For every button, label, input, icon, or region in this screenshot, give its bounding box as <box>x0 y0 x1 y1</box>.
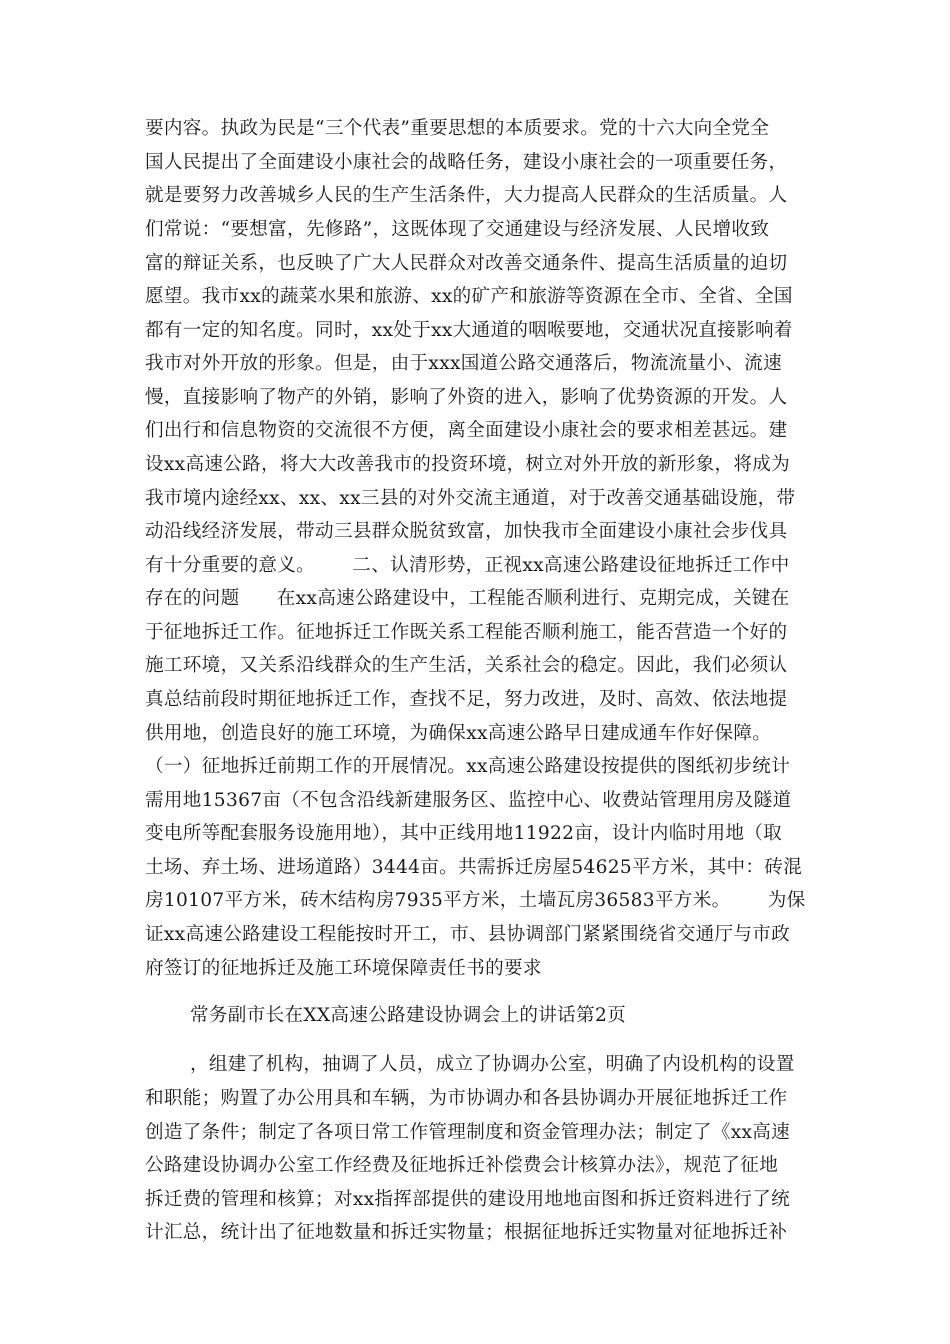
text-line: 都有一定的知名度。同时，xx处于xx大通道的咽喉要地，交通状况直接影响着 <box>145 320 793 341</box>
text-line: 我市对外开放的形象。但是，由于xxx国道公路交通落后，物流流量小、流速 <box>145 353 782 374</box>
text-line: 慢，直接影响了物产的外销，影响了外资的进入，影响了优势资源的开发。人 <box>145 387 788 408</box>
text-line: 证xx高速公路建设工程能按时开工，市、县协调部门紧紧围绕省交通厅与市政 <box>145 924 791 945</box>
text-line: 真总结前段时期征地拆迁工作，查找不足，努力改进，及时、高效、依法地提 <box>145 689 788 710</box>
text-line: 有十分重要的意义。 二、认清形势，正视xx高速公路建设征地拆迁工作中 <box>145 555 790 576</box>
text-line: 于征地拆迁工作。征地拆迁工作既关系工程能否顺利施工，能否营造一个好的 <box>145 622 788 643</box>
text-line: 富的辩证关系，也反映了广大人民群众对改善交通条件、提高生活质量的迫切 <box>145 253 788 274</box>
text-line: 土场、弃土场、进场道路）3444亩。共需拆迁房屋54625平方米，其中：砖混 <box>145 857 803 878</box>
text-line: 创造了条件；制定了各项日常工作管理制度和资金管理办法；制定了《xx高速 <box>145 1122 791 1143</box>
text-line: 施工环境，又关系沿线群众的生产生活，关系社会的稳定。因此，我们必须认 <box>145 655 788 676</box>
page-header: 常务副市长在XX高速公路建设协调会上的讲话第2页 <box>190 1005 626 1026</box>
text-line: 动沿线经济发展，带动三县群众脱贫致富，加快我市全面建设小康社会步伐具 <box>145 521 788 542</box>
text-line: 设xx高速公路，将大大改善我市的投资环境，树立对外开放的新形象，将成为 <box>145 454 791 475</box>
text-line: 就是要努力改善城乡人民的生产生活条件，大力提高人民群众的生活质量。人 <box>145 185 788 206</box>
text-line: 供用地，创造良好的施工环境，为确保xx高速公路早日建成通车作好保障。 <box>145 723 772 744</box>
text-line: 存在的问题 在xx高速公路建设中，工程能否顺利进行、克期完成，关键在 <box>145 588 790 609</box>
text-line: 需用地15367亩（不包含沿线新建服务区、监控中心、收费站管理用房及隧道 <box>145 790 792 811</box>
text-line: （一）征地拆迁前期工作的开展情况。xx高速公路建设按提供的图纸初步统计 <box>145 756 791 777</box>
text-line: ，组建了机构，抽调了人员，成立了协调办公室，明确了内设机构的设置 <box>190 1054 795 1075</box>
text-line: 要内容。执政为民是“三个代表”重要思想的本质要求。党的十六大向全党全 <box>145 118 770 139</box>
text-line: 国人民提出了全面建设小康社会的战略任务，建设小康社会的一项重要任务， <box>145 152 788 173</box>
text-line: 愿望。我市xx的蔬菜水果和旅游、xx的矿产和旅游等资源在全市、全省、全国 <box>145 286 793 307</box>
text-line: 们出行和信息物资的交流很不方便，离全面建设小康社会的要求相差甚远。建 <box>145 420 788 441</box>
text-line: 公路建设协调办公室工作经费及征地拆迁补偿费会计核算办法》，规范了征地 <box>145 1155 779 1176</box>
text-line: 拆迁费的管理和核算；对xx指挥部提供的建设用地地亩图和拆迁资料进行了统 <box>145 1189 791 1210</box>
text-line: 们常说：“要想富，先修路”，这既体现了交通建设与经济发展、人民增收致 <box>145 219 770 240</box>
text-line: 房10107平方米，砖木结构房7935平方米，土墙瓦房36583平方米。 为保 <box>145 890 806 911</box>
text-line: 我市境内途经xx、xx、xx三县的对外交流主通道，对于改善交通基础设施，带 <box>145 488 796 509</box>
text-line: 计汇总，统计出了征地数量和拆迁实物量；根据征地拆迁实物量对征地拆迁补 <box>145 1222 788 1243</box>
text-line: 和职能；购置了办公用具和车辆，为市协调办和各县协调办开展征地拆迁工作 <box>145 1088 788 1109</box>
text-line: 府签订的征地拆迁及施工环境保障责任书的要求 <box>145 958 542 979</box>
text-line: 变电所等配套服务设施用地），其中正线用地11922亩，设计内临时用地（取 <box>145 823 783 844</box>
